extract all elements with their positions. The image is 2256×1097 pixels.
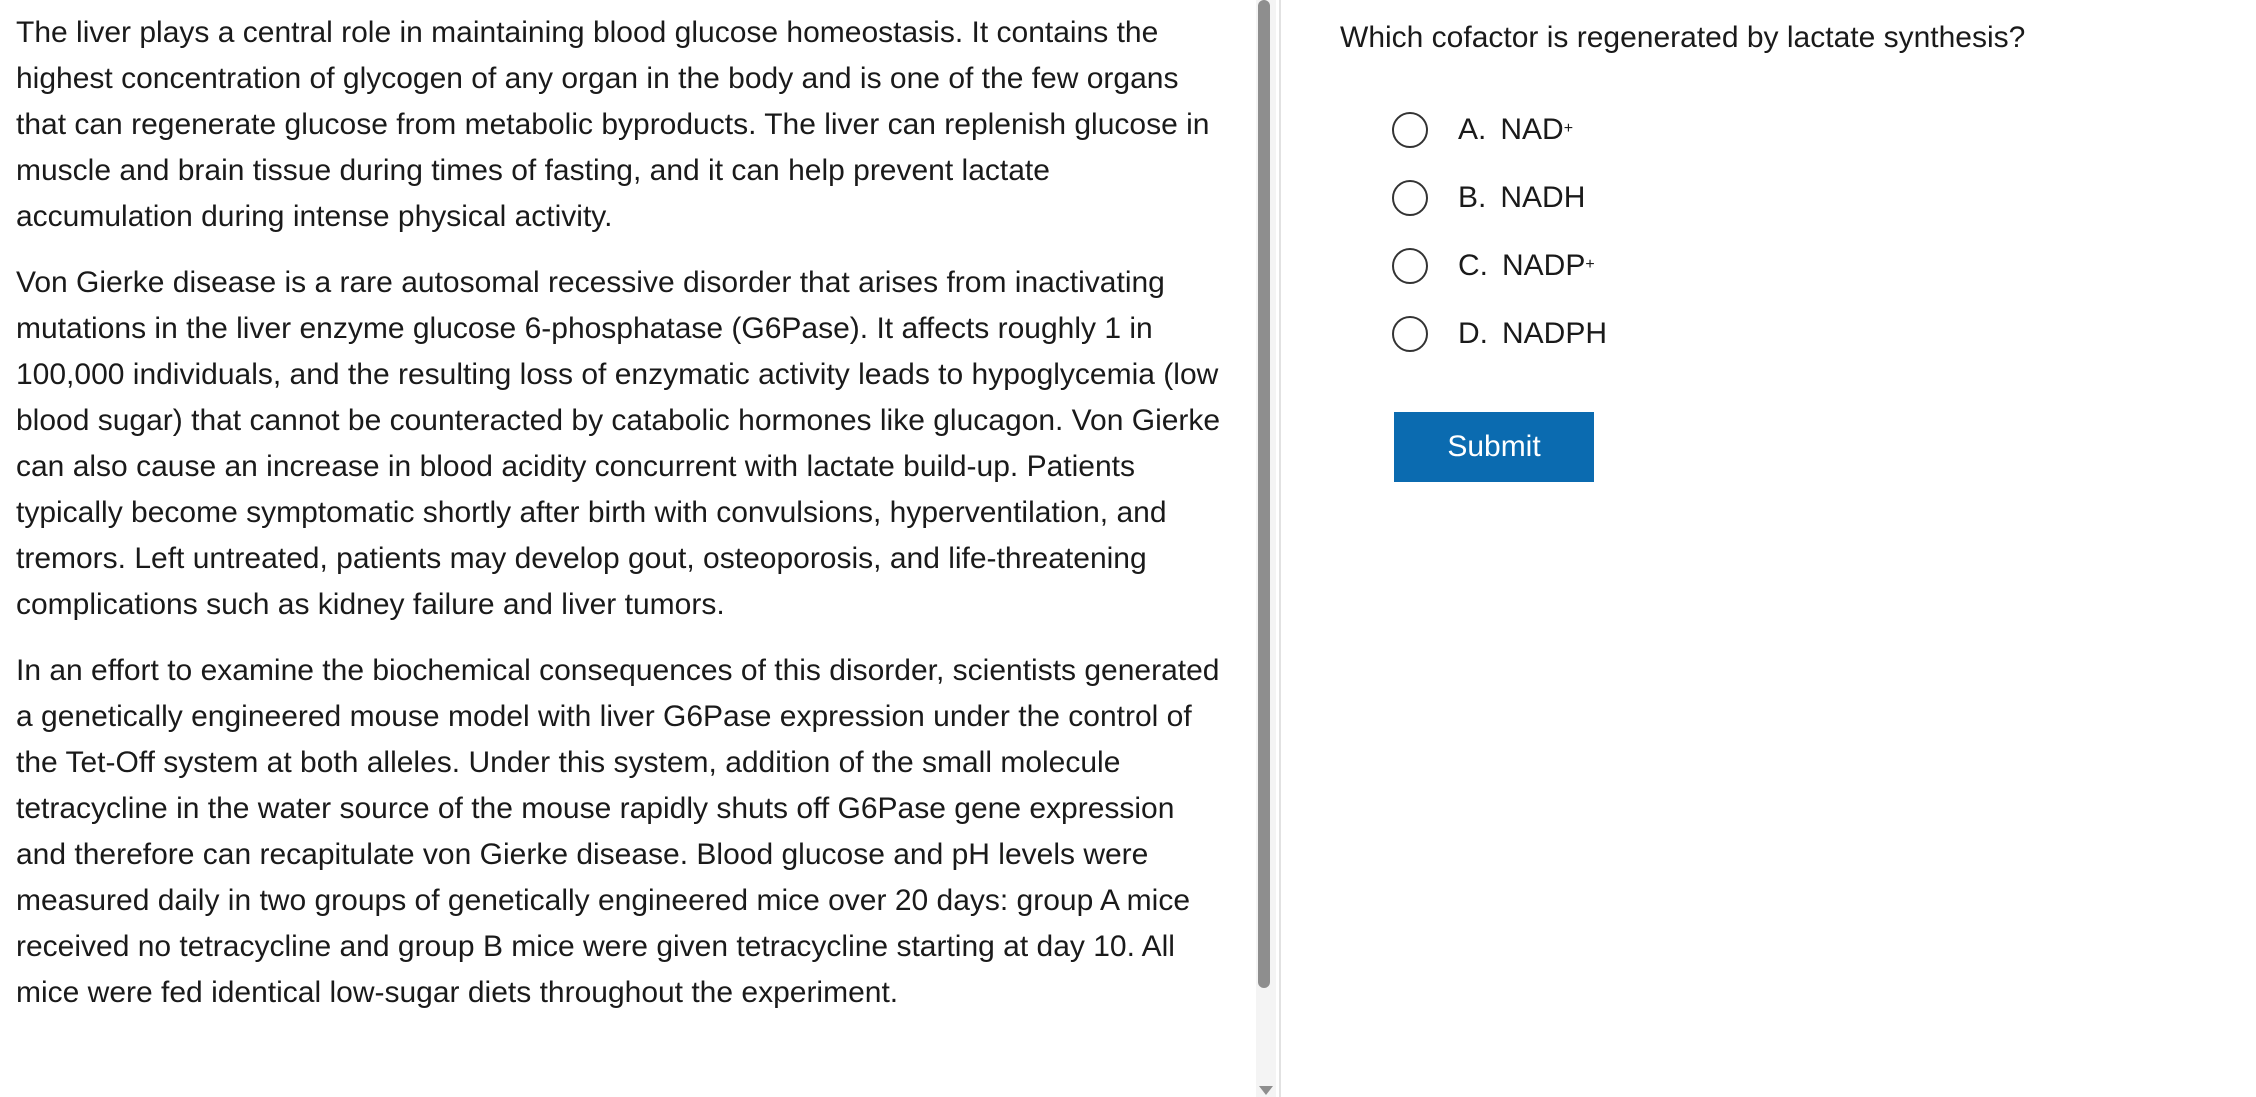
option-text: NADP xyxy=(1502,249,1586,282)
option-text: NADH xyxy=(1500,181,1586,214)
question-pane xyxy=(1282,0,2256,1097)
option-a[interactable] xyxy=(1392,108,1607,152)
question-stem: Which cofactor is regenerated by lactate synthesis? xyxy=(1340,21,2026,54)
passage-paragraph-2: Von Gierke disease is a rare autosomal recessive disorder that arises from inactivating mutations in the liver enzyme glucose 6-phosphatase (G6Pase). It affects roughly 1 in 100,000 individuals, and the resulting loss of enzymatic activity leads to hypoglycemia (low blood sugar) that cannot be counteracted by catabolic hormones like glucagon. Von Gierke can also cause an increase in blood acidity concurrent with lactate build-up. Patients typically become symptomatic shortly after birth with convulsions, hyperventilation, and tremors. Left untreated, patients may develop gout, osteoporosis, and life-threatening complications such as kidney failure and liver tumors. xyxy=(16,266,1221,621)
option-text: NADPH xyxy=(1502,317,1608,350)
submit-button[interactable]: Submit xyxy=(1394,412,1594,482)
option-c[interactable] xyxy=(1392,244,1607,288)
option-b[interactable] xyxy=(1392,176,1607,220)
option-superscript: + xyxy=(1585,256,1595,273)
answer-options xyxy=(1392,108,1607,380)
pane-divider xyxy=(1279,0,1281,1097)
radio-button-d[interactable] xyxy=(1392,316,1428,352)
option-letter: C. xyxy=(1458,249,1488,282)
option-superscript: + xyxy=(1563,120,1574,137)
option-letter: D. xyxy=(1458,317,1488,350)
option-d-label[interactable] xyxy=(1458,317,1607,351)
option-letter: B. xyxy=(1458,181,1487,214)
radio-button-c[interactable] xyxy=(1392,248,1428,284)
radio-button-b[interactable] xyxy=(1392,180,1428,216)
option-text: NAD xyxy=(1500,113,1564,146)
scrollbar-thumb[interactable] xyxy=(1258,0,1270,988)
scroll-down-arrow-icon[interactable] xyxy=(1259,1086,1273,1095)
radio-button-a[interactable] xyxy=(1392,112,1428,148)
passage-scrollbar[interactable] xyxy=(1256,0,1276,1097)
option-c-label[interactable] xyxy=(1458,249,1595,283)
option-b-label[interactable] xyxy=(1458,181,1585,215)
option-letter: A. xyxy=(1458,113,1487,146)
passage-text xyxy=(16,10,1226,1036)
option-a-label[interactable] xyxy=(1458,113,1573,147)
passage-paragraph-3: In an effort to examine the biochemical consequences of this disorder, scientists generated a genetically engineered mouse model with liver G6Pase expression under the control of the Tet-Off system at both alleles. Under this system, addition of the small molecule tetracycline in the water source of the mouse rapidly shuts off G6Pase gene expression and therefore can recapitulate von Gierke disease. Blood glucose and pH levels were measured daily in two groups of genetically engineered mice over 20 days: group A mice received no tetracycline and group B mice were given tetracycline starting at day 10. All mice were fed identical low-sugar diets throughout the experiment. xyxy=(16,654,1220,1009)
option-d[interactable] xyxy=(1392,312,1607,356)
passage-paragraph-1: The liver plays a central role in maintaining blood glucose homeostasis. It contains the highest concentration of glycogen of any organ in the body and is one of the few organs that can regenerate glucose from metabolic byproducts. The liver can replenish glucose in muscle and brain tissue during times of fasting, and it can help prevent lactate accumulation during intense physical activity. xyxy=(16,16,1210,233)
